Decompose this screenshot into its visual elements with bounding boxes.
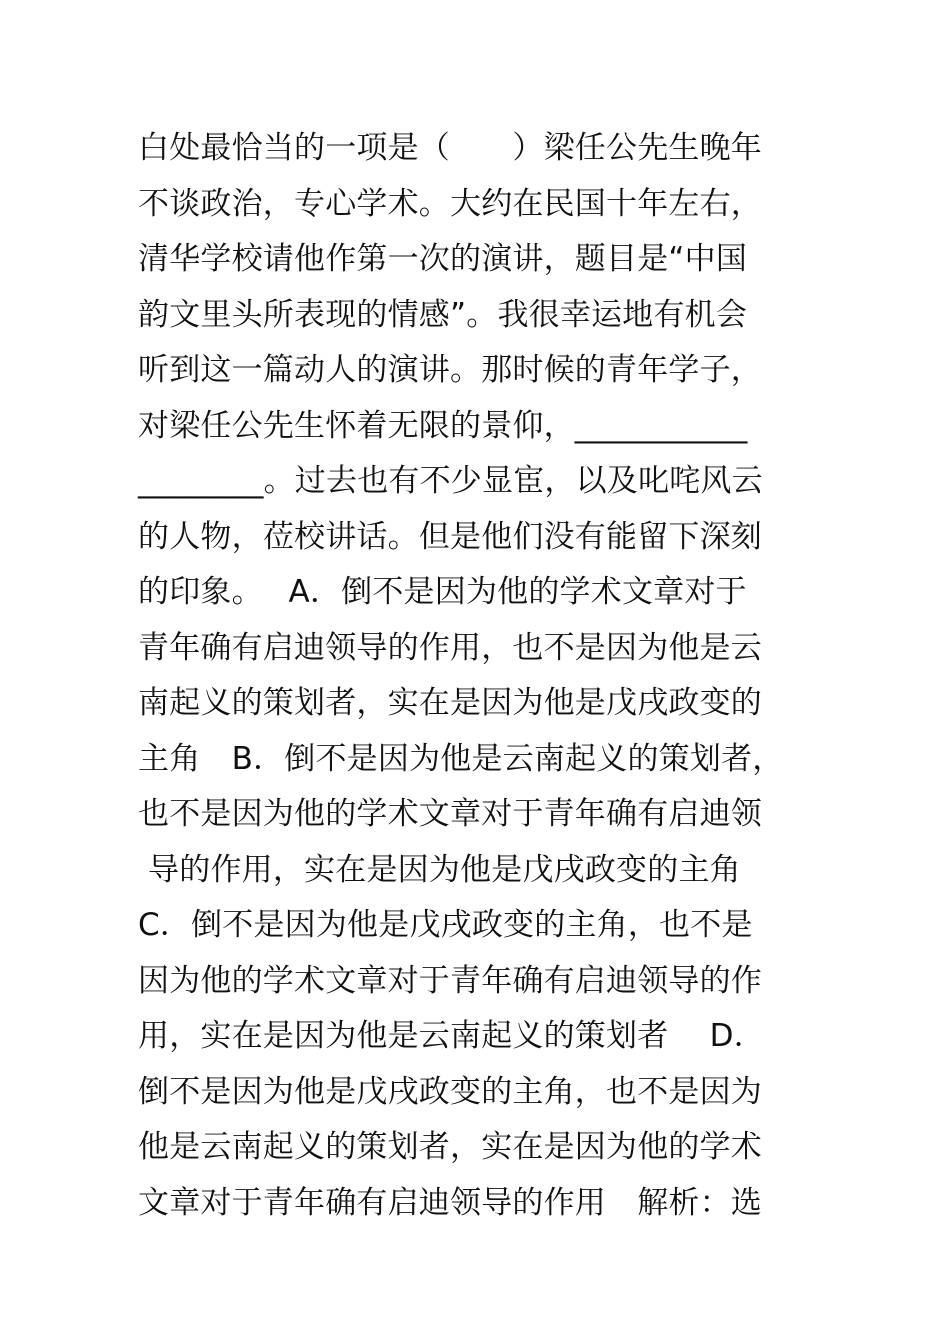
- text-line: 韵文里头所表现的情感”。我很幸运地有机会: [138, 296, 748, 333]
- text-line: 对梁任公先生怀着无限的景仰，___________: [138, 407, 748, 444]
- text-line: 青年确有启迪领导的作用，也不是因为他是云: [138, 629, 762, 666]
- text-line: 因为他的学术文章对于青年确有启迪领导的作: [138, 962, 762, 999]
- text-line: 南起义的策划者，实在是因为他是戊戌政变的: [138, 685, 762, 721]
- text-line: 用，实在是因为他是云南起义的策划者 D．: [138, 1018, 765, 1054]
- text-line: 的印象。 A．倒不是因为他的学术文章对于: [138, 574, 747, 610]
- text-line: 倒不是因为他是戊戌政变的主角，也不是因为: [138, 1073, 762, 1110]
- question-text: [138, 121, 838, 1231]
- text-line: 不谈政治，专心学术。大约在民国十年左右，: [138, 185, 762, 222]
- text-line: ________。过去也有不少显宦，以及叱咤风云: [138, 463, 763, 499]
- text-line: 的人物，莅校讲话。但是他们没有能留下深刻: [138, 518, 762, 555]
- text-line: 导的作用，实在是因为他是戊戌政变的主角: [138, 851, 741, 888]
- text-line: 白处最恰当的一项是（ ）梁任公先生晚年: [138, 130, 762, 166]
- text-line: 清华学校请他作第一次的演讲，题目是“中国: [138, 241, 748, 277]
- text-line: 文章对于青年确有启迪领导的作用 解析：选: [138, 1184, 762, 1221]
- text-line: 他是云南起义的策划者，实在是因为他的学术: [138, 1129, 762, 1165]
- text-line: C．倒不是因为他是戊戌政变的主角，也不是: [138, 907, 753, 943]
- text-line: 也不是因为他的学术文章对于青年确有启迪领: [138, 796, 762, 832]
- text-line: 听到这一篇动人的演讲。那时候的青年学子，: [138, 352, 762, 388]
- text-line: 主角 B．倒不是因为他是云南起义的策划者，: [138, 740, 784, 777]
